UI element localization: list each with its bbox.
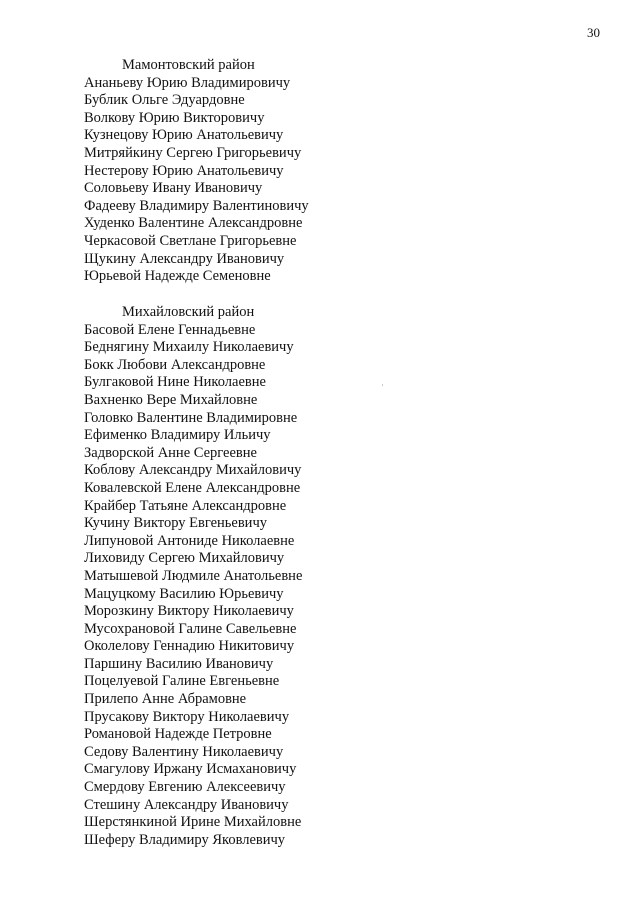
list-item: Стешину Александру Ивановичу bbox=[84, 796, 289, 813]
list-item: Булгаковой Нине Николаевне bbox=[84, 374, 266, 391]
list-item: Черкасовой Светлане Григорьевне bbox=[84, 232, 297, 249]
list-item: Кучину Виктору Евгеньевичу bbox=[84, 515, 267, 532]
section-title: Михайловский район bbox=[122, 304, 255, 320]
list-item: Головко Валентине Владимировне bbox=[84, 409, 298, 426]
list-item: Юрьевой Надежде Семеновне bbox=[84, 268, 271, 285]
list-item: Ковалевской Елене Александровне bbox=[84, 479, 301, 496]
list-item: Бублик Ольге Эдуардовне bbox=[84, 92, 245, 109]
list-item: Беднягину Михаилу Николаевичу bbox=[84, 339, 294, 356]
list-item: Кузнецову Юрию Анатольевичу bbox=[84, 127, 284, 144]
list-item: Худенко Валентине Александровне bbox=[84, 215, 303, 232]
list-item: Седову Валентину Николаевичу bbox=[84, 743, 284, 760]
list-item: Ананьеву Юрию Владимировичу bbox=[84, 74, 291, 91]
list-item: Митряйкину Сергею Григорьевичу bbox=[84, 144, 302, 161]
list-item: Крайбер Татьяне Александровне bbox=[84, 497, 287, 514]
list-item: Мацуцкому Василию Юрьевичу bbox=[84, 585, 284, 602]
list-item: Мусохрановой Галине Савельевне bbox=[84, 620, 297, 637]
list-item: Матышевой Людмиле Анатольевне bbox=[84, 567, 303, 584]
list-item: Коблову Александру Михайловичу bbox=[84, 462, 302, 479]
list-item: Смагулову Иржану Исмахановичу bbox=[84, 761, 297, 778]
list-item: Липуновой Антониде Николаевне bbox=[84, 532, 295, 549]
list-item: Басовой Елене Геннадьевне bbox=[84, 321, 256, 338]
section-mikhaylovsky bbox=[84, 304, 302, 849]
list-item: Задворской Анне Сергеевне bbox=[84, 444, 257, 461]
list-item: Вахненко Вере Михайловне bbox=[84, 391, 258, 408]
list-item: Ефименко Владимиру Ильичу bbox=[84, 427, 271, 444]
list-item: Шеферу Владимиру Яковлевичу bbox=[84, 831, 286, 848]
list-item: Соловьеву Ивану Ивановичу bbox=[84, 180, 263, 197]
list-item: Бокк Любови Александровне bbox=[84, 356, 266, 373]
list-item: Околелову Геннадию Никитовичу bbox=[84, 638, 295, 655]
list-item: Морозкину Виктору Николаевичу bbox=[84, 603, 294, 620]
scan-speck bbox=[382, 384, 383, 386]
list-item: Фадееву Владимиру Валентиновичу bbox=[84, 197, 309, 214]
list-item: Прусакову Виктору Николаевичу bbox=[84, 708, 290, 725]
list-item: Паршину Василию Ивановичу bbox=[84, 655, 274, 672]
list-item: Прилепо Анне Абрамовне bbox=[84, 691, 247, 708]
section-mamontovsky bbox=[84, 57, 309, 286]
list-item: Поцелуевой Галине Евгеньевне bbox=[84, 673, 280, 690]
page-number: 30 bbox=[587, 25, 600, 40]
list-item: Щукину Александру Ивановичу bbox=[84, 250, 285, 267]
section-title: Мамонтовский район bbox=[122, 57, 255, 73]
list-item: Смердову Евгению Алексеевичу bbox=[84, 779, 286, 796]
list-item: Нестерову Юрию Анатольевичу bbox=[84, 162, 284, 179]
list-item: Лиховиду Сергею Михайловичу bbox=[84, 550, 285, 567]
list-item: Романовой Надежде Петровне bbox=[84, 726, 272, 743]
list-item: Шерстянкиной Ирине Михайловне bbox=[84, 814, 302, 831]
list-item: Волкову Юрию Викторовичу bbox=[84, 109, 265, 126]
